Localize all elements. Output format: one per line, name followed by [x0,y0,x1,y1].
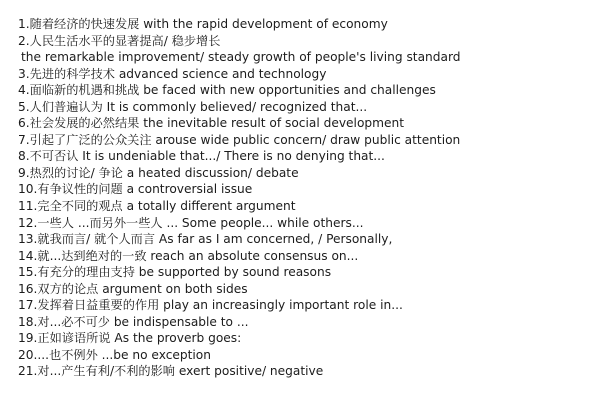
phrase-item-15: 15.有充分的理由支持 be supported by sound reasons [18,265,332,280]
phrase-item-13: 13.就我而言/ 就个人而言 As far as I am concerned, / Personally, [18,232,393,247]
phrase-item-8: 8.不可否认 It is undeniable that.../ There is no denying that... [18,149,385,164]
phrase-item-19: 19.正如谚语所说 As the proverb goes: [18,331,242,346]
phrase-item-10: 10.有争议性的问题 a controversial issue [18,182,253,197]
phrase-item-1: 1.随着经济的快速发展 with the rapid development of economy [18,17,388,31]
phrase-item-4: 4.面临新的机遇和挑战 be faced with new opportunities and challenges [18,83,436,98]
phrase-item-5: 5.人们普遍认为 It is commonly believed/ recognized that... [18,99,368,114]
phrase-item-12: 12.一些人 ...而另外一些人 ... Some people... while others... [18,215,364,230]
phrase-item-6: 6.社会发展的必然结果 the inevitable result of social development [18,116,405,131]
phrase-item-18: 18.对...必不可少 be indispensable to ... [18,314,249,329]
phrase-item-7: 7.引起了广泛的公众关注 arouse wide public concern/ draw public attention [18,132,461,147]
phrase-item-20: 20....也不例外 ...be no exception [18,347,211,362]
phrase-item-2: 2.人民生活水平的显著提高/ 稳步增长 [18,33,221,48]
phrase-item-17: 17.发挥着日益重要的作用 play an increasingly important role in... [18,298,403,313]
phrase-item-21: 21.对...产生有利/不利的影响 exert positive/ negative [18,364,324,379]
phrase-item-11: 11.完全不同的观点 a totally different argument [18,199,296,214]
phrase-item-3: 3.先进的科学技术 advanced science and technology [18,66,327,81]
phrase-item-9: 9.热烈的讨论/ 争论 a heated discussion/ debate [18,165,299,180]
phrase-list [18,16,588,380]
phrase-item-14: 14.就...达到绝对的一致 reach an absolute consensus on... [18,248,359,263]
phrase-item-16: 16.双方的论点 argument on both sides [18,281,248,296]
phrase-item-2-translation: the remarkable improvement/ steady growth of people's living standard [21,50,461,65]
